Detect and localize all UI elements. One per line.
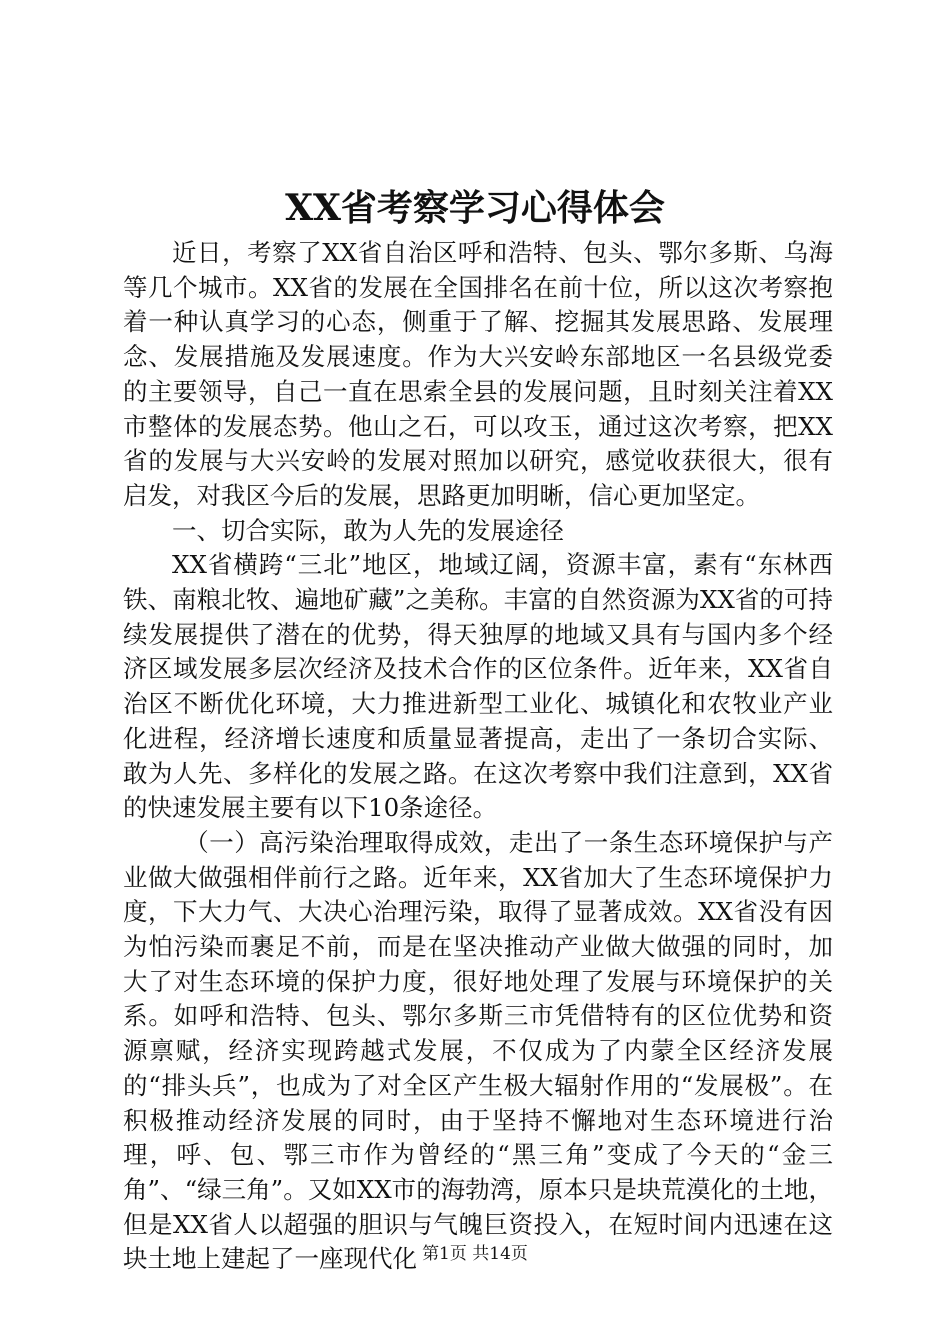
paragraph-subsection-1: （一）高污染治理取得成效，走出了一条生态环境保护与产业做大做强相伴前行之路。近年来，XX省加大了生态环境保护力度，下大力气、大决心治理污染，取得了显著成效。XX省没有因为怕污染而裹足不前，而是在坚决推动产业做大做强的同时，加大了对生态环境的保护力度，很好地处理了发展与环境保护的关系。如呼和浩特、包头、鄂尔多斯三市凭借特有的区位优势和资源禀赋，经济实现跨越式发展，不仅成为了内蒙全区经济发展的“排头兵”，也成为了对全区产生极大辐射作用的“发展极”。在积极推动经济发展的同时，由于坚持不懈地对生态环境进行治理，呼、包、鄂三市作为曾经的“黑三角”变成了今天的“金三角”、“绿三角”。又如XX市的海勃湾，原本只是块荒漠化的土地，但是XX省人以超强的胆识与气魄巨资投入，在短时间内迅速在这块土地上建起了一座现代化	[123, 827, 833, 1274]
paragraph-section-1: XX省横跨“三北”地区，地域辽阔，资源丰富，素有“东林西铁、南粮北牧、遍地矿藏”之美称。丰富的自然资源为XX省的可持续发展提供了潜在的优势，得天独厚的地域又具有与国内多个经济区域发展多层次经济及技术合作的区位条件。近年来，XX省自治区不断优化环境，大力推进新型工业化、城镇化和农牧业产业化进程，经济增长速度和质量显著提高，走出了一条切合实际、敢为人先、多样化的发展之路。在这次考察中我们注意到，XX省的快速发展主要有以下10条途径。	[123, 550, 833, 823]
page-footer: 第1页 共14页	[422, 1244, 528, 1264]
paragraph-intro: 近日，考察了XX省自治区呼和浩特、包头、鄂尔多斯、乌海等几个城市。XX省的发展在全国排名在前十位，所以这次考察抱着一种认真学习的心态，侧重于了解、挖掘其发展思路、发展理念、发展措施及发展速度。作为大兴安岭东部地区一名县级党委的主要领导，自己一直在思索全县的发展问题，且时刻关注着XX市整体的发展态势。他山之石，可以攻玉，通过这次考察，把XX省的发展与大兴安岭的发展对照加以研究，感觉收获很大，很有启发，对我区今后的发展，思路更加明晰，信心更加坚定。	[123, 238, 833, 510]
section-heading-1: 一、切合实际，敢为人先的发展途径	[172, 515, 564, 545]
document-body	[123, 236, 833, 1277]
document-title: XX省考察学习心得体会	[285, 187, 665, 229]
